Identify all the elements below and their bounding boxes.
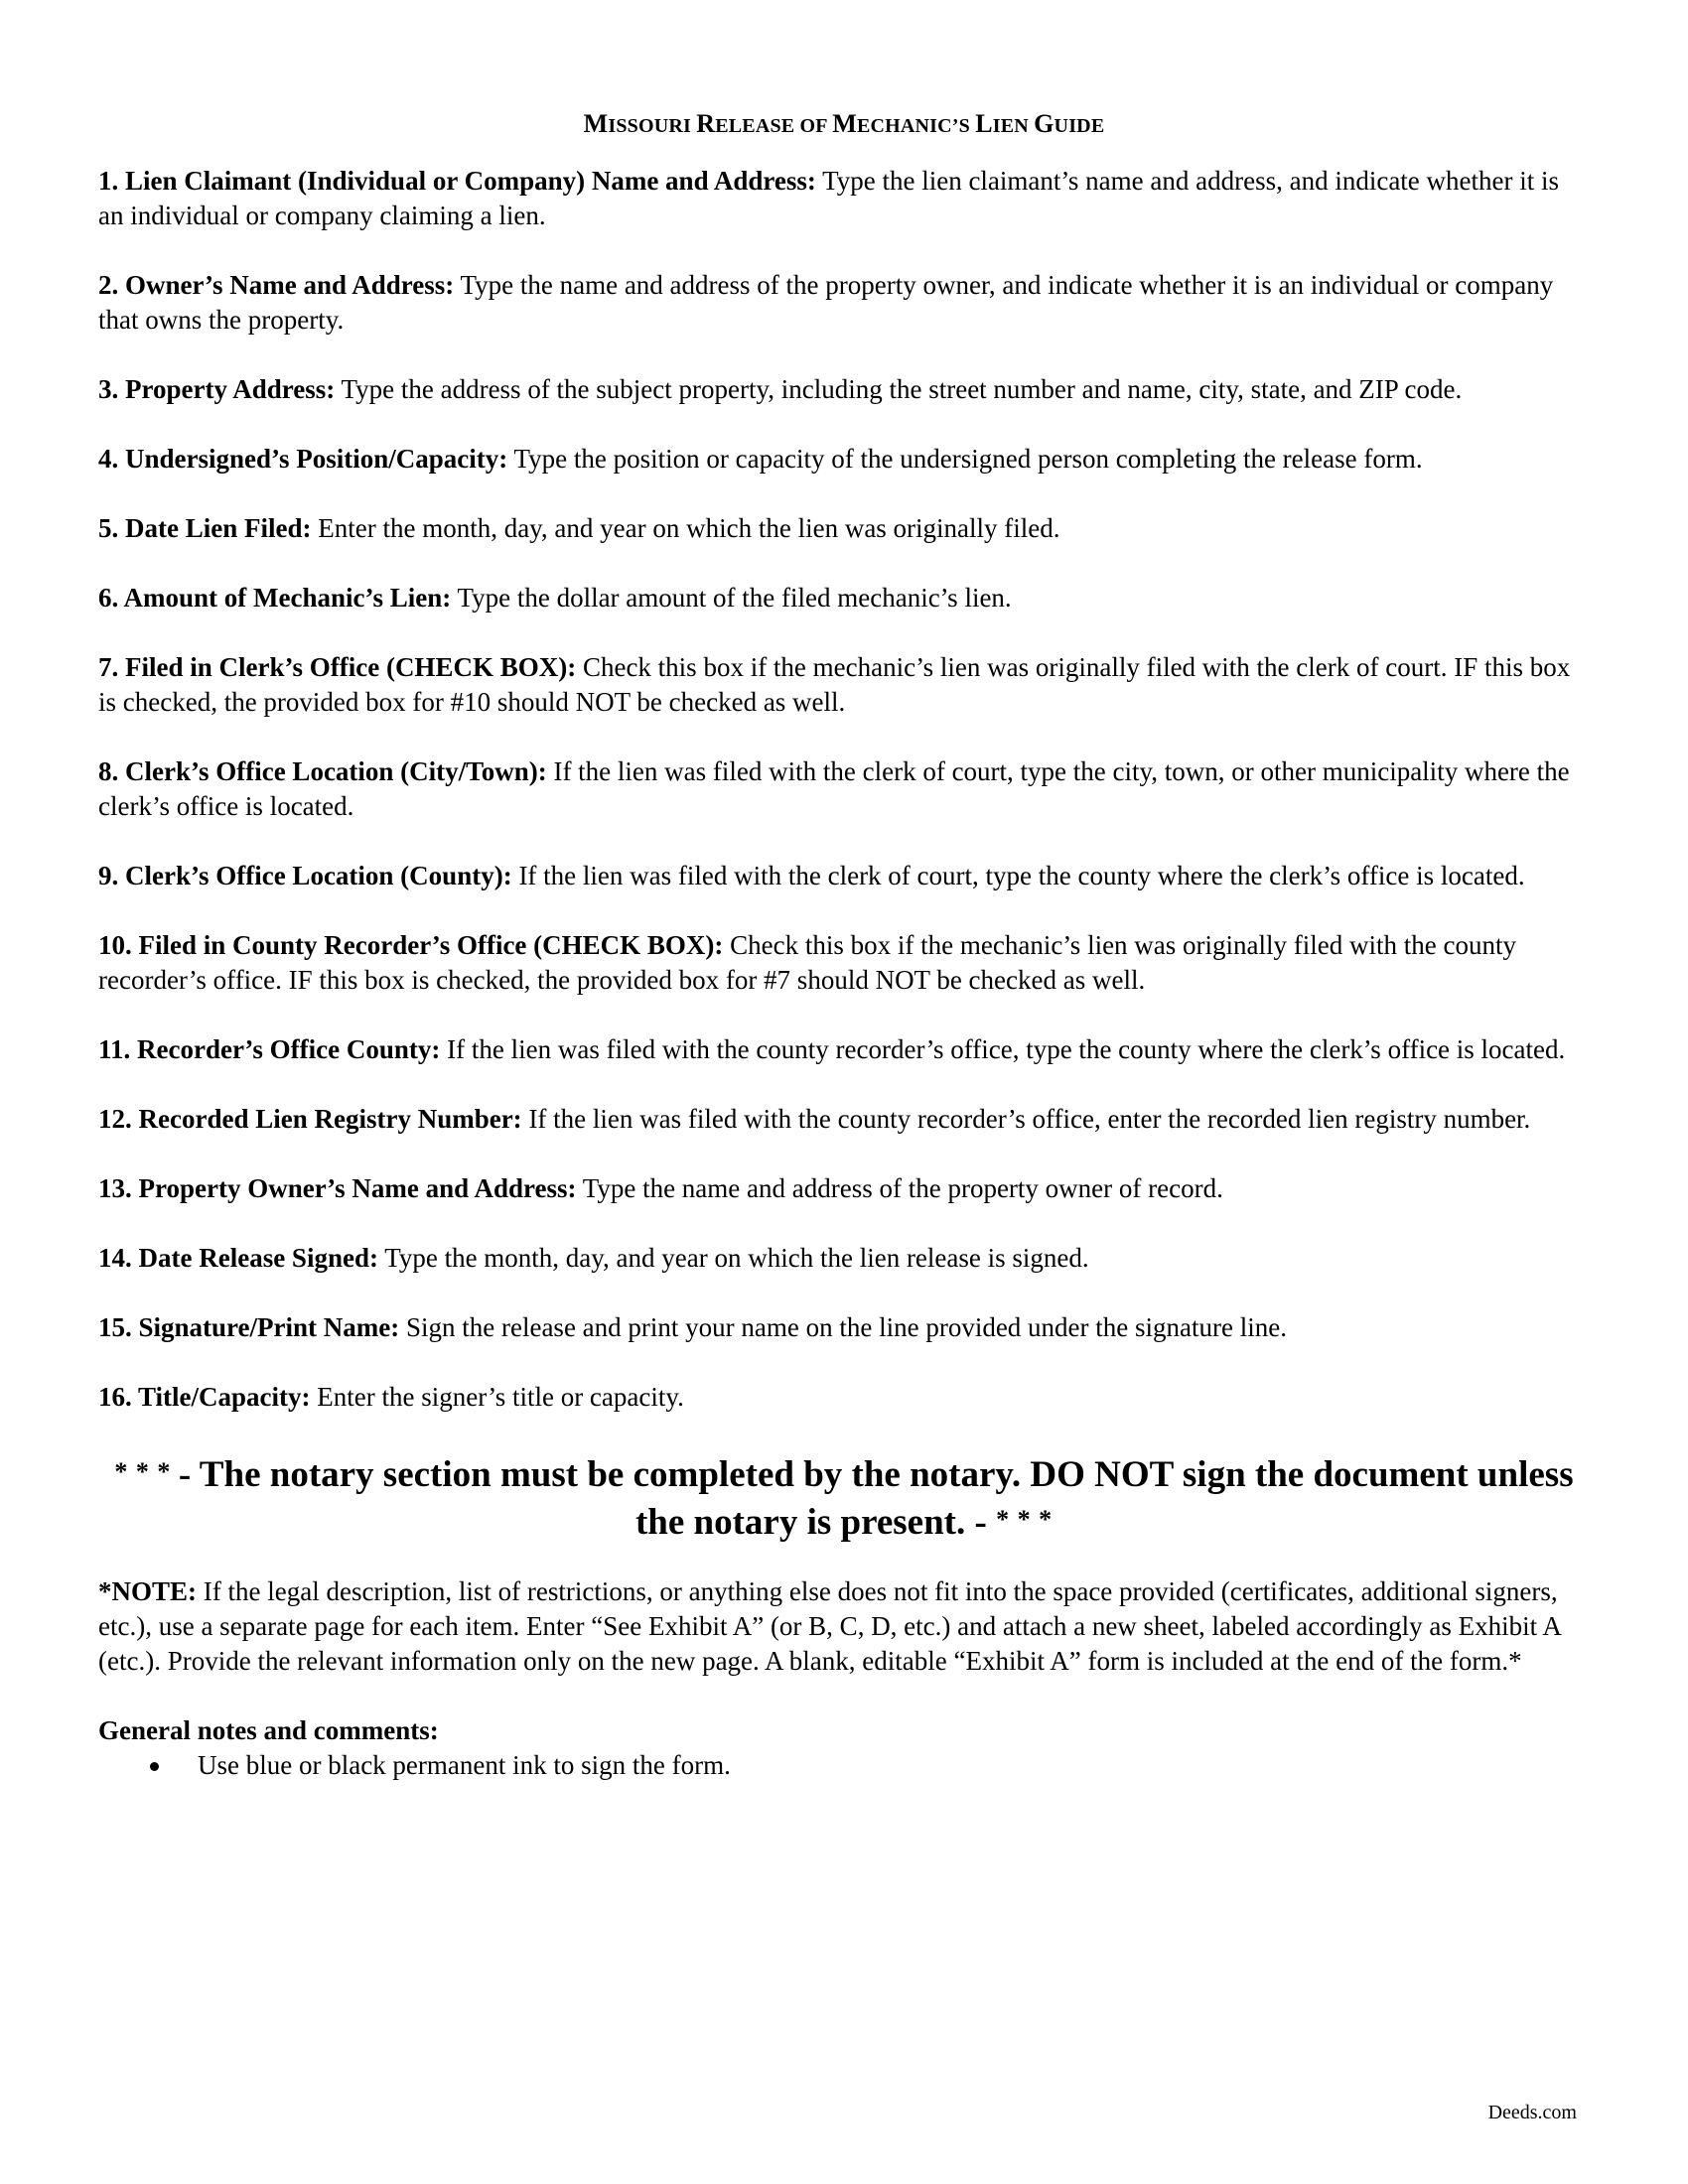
- notary-text: - The notary section must be completed by the notary. DO NOT sign the document unless the notary is present. -: [178, 1454, 1574, 1543]
- item-label: 3. Property Address:: [98, 374, 336, 404]
- notary-stars-right: * * *: [996, 1505, 1054, 1534]
- item-text: Enter the month, day, and year on which the lien was originally filed.: [311, 513, 1060, 543]
- item-text: Type the name and address of the property owner, and indicate whether it is an individual or company that owns the property.: [98, 270, 1554, 335]
- guide-item-9: [98, 859, 1590, 893]
- guide-item-6: [98, 581, 1590, 615]
- note-label: *NOTE:: [98, 1576, 198, 1606]
- item-label: 2. Owner’s Name and Address:: [98, 270, 455, 300]
- guide-item-2: [98, 268, 1590, 338]
- item-label: 6. Amount of Mechanic’s Lien:: [98, 583, 452, 613]
- item-text: Type the dollar amount of the filed mechanic’s lien.: [451, 583, 1012, 613]
- guide-item-15: [98, 1310, 1590, 1345]
- item-text: Type the address of the subject property, including the street number and name, city, state, and ZIP code.: [335, 374, 1463, 404]
- guide-item-1: [98, 164, 1590, 233]
- item-text: If the lien was filed with the county recorder’s office, type the county where the clerk’s office is located.: [440, 1034, 1566, 1064]
- guide-item-3: [98, 372, 1590, 407]
- guide-item-4: [98, 442, 1590, 477]
- item-label: 4. Undersigned’s Position/Capacity:: [98, 444, 508, 474]
- item-text: If the lien was filed with the clerk of court, type the city, town, or other municipality where the clerk’s office is located.: [98, 756, 1570, 821]
- item-label: 9. Clerk’s Office Location (County):: [98, 861, 512, 890]
- item-label: 5. Date Lien Filed:: [98, 513, 312, 543]
- item-text: Type the name and address of the property owner of record.: [576, 1173, 1223, 1203]
- page-title: [98, 107, 1590, 143]
- item-label: 8. Clerk’s Office Location (City/Town):: [98, 756, 547, 786]
- item-label: 10. Filed in County Recorder’s Office (CHECK BOX):: [98, 930, 724, 960]
- title-word: LIEN: [975, 109, 1035, 138]
- guide-item-12: [98, 1102, 1590, 1137]
- notary-stars-left: * * *: [114, 1457, 179, 1486]
- item-label: 11. Recorder’s Office County:: [98, 1034, 441, 1064]
- item-text: If the lien was filed with the county recorder’s office, enter the recorded lien registry number.: [521, 1104, 1531, 1134]
- guide-item-11: [98, 1032, 1590, 1067]
- bullet-icon: [150, 1762, 159, 1771]
- title-word: MISSOURI: [583, 109, 697, 138]
- item-label: 7. Filed in Clerk’s Office (CHECK BOX):: [98, 652, 577, 682]
- guide-item-14: [98, 1241, 1590, 1276]
- title-word: GUIDE: [1034, 109, 1105, 138]
- item-text: Check this box if the mechanic’s lien was originally filed with the county recorder’s office. IF this box is checked, the provided box for #7 should NOT be checked as well.: [98, 930, 1516, 995]
- item-label: 12. Recorded Lien Registry Number:: [98, 1104, 522, 1134]
- item-label: 16. Title/Capacity:: [98, 1382, 311, 1412]
- notary-warning: [98, 1449, 1590, 1545]
- title-word: RELEASE OF: [696, 109, 833, 138]
- guide-item-10: [98, 928, 1590, 998]
- note-text: If the legal description, list of restrictions, or anything else does not fit into the space provided (certificates, additional signers, etc.), use a separate page for each item. Enter “See Exhibit A” (or B, C, D, etc.) and attach a new sheet, labeled accordingly as Exhibit A (etc.). Provide the relevant information only on the new page. A blank, editable “Exhibit A” form is included at the end of the form.*: [98, 1576, 1561, 1676]
- guide-item-16: [98, 1380, 1590, 1415]
- guide-item-7: [98, 650, 1590, 720]
- item-text: Type the month, day, and year on which the lien release is signed.: [377, 1243, 1089, 1273]
- bullet-text: Use blue or black permanent ink to sign the form.: [198, 1750, 731, 1780]
- title-word: MECHANIC’S: [832, 109, 976, 138]
- item-label: 14. Date Release Signed:: [98, 1243, 378, 1273]
- footer-brand: Deeds.com: [1487, 2102, 1577, 2123]
- item-label: 15. Signature/Print Name:: [98, 1312, 400, 1342]
- exhibit-note: [98, 1574, 1590, 1679]
- item-label: 1. Lien Claimant (Individual or Company) Name and Address:: [98, 166, 816, 196]
- item-text: If the lien was filed with the clerk of court, type the county where the clerk’s office is located.: [511, 861, 1525, 890]
- item-text: Type the position or capacity of the undersigned person completing the release form.: [507, 444, 1423, 474]
- general-notes-heading: General notes and comments:: [98, 1715, 439, 1745]
- guide-item-8: [98, 754, 1590, 824]
- list-item: [146, 1748, 1590, 1783]
- guide-item-13: [98, 1171, 1590, 1206]
- item-text: Type the lien claimant’s name and address, and indicate whether it is an individual or company claiming a lien.: [98, 166, 1560, 230]
- document-page: [98, 107, 1590, 1783]
- item-text: Sign the release and print your name on the line provided under the signature line.: [399, 1312, 1287, 1342]
- general-notes-list: [98, 1748, 1590, 1783]
- item-text: Enter the signer’s title or capacity.: [310, 1382, 684, 1412]
- item-label: 13. Property Owner’s Name and Address:: [98, 1173, 577, 1203]
- item-text: Check this box if the mechanic’s lien was originally filed with the clerk of court. IF this box is checked, the provided box for #10 should NOT be checked as well.: [98, 652, 1571, 717]
- guide-item-5: [98, 511, 1590, 546]
